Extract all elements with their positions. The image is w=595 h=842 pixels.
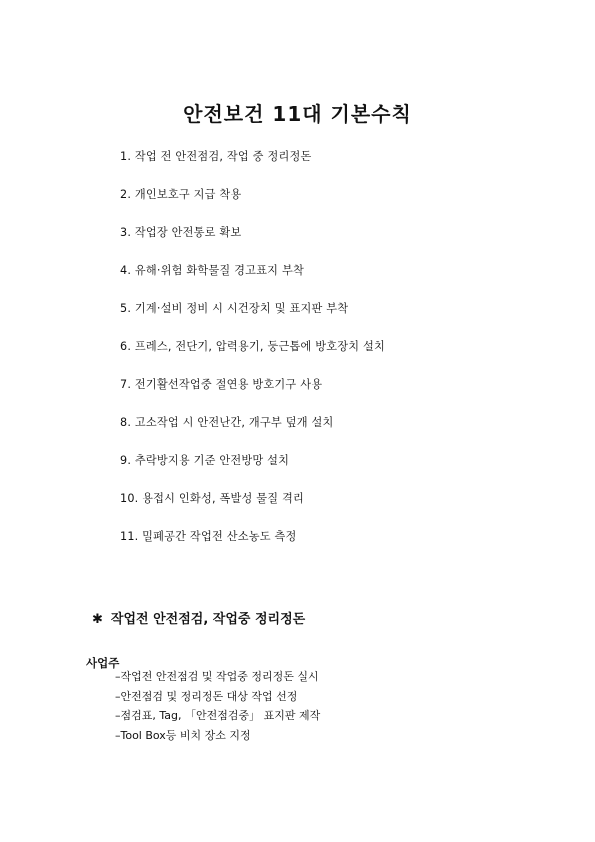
duties-list [115,670,320,748]
rule-item: 1. 작업 전 안전점검, 작업 중 정리정돈 [120,150,312,163]
rule-item: 9. 추락방지용 기준 안전방망 설치 [120,454,290,467]
rule-item: 7. 전기활선작업중 절연용 방호기구 사용 [120,378,323,391]
rule-item: 2. 개인보호구 지급 착용 [120,188,242,201]
duty-item: –Tool Box등 비치 장소 지정 [115,728,251,742]
rule-item: 3. 작업장 안전통로 확보 [120,226,242,239]
rule-item: 11. 밀폐공간 작업전 산소농도 측정 [120,530,297,543]
rules-list [120,150,385,568]
duty-item: –안전점검 및 정리정돈 대상 작업 선정 [115,689,298,703]
rule-item: 6. 프레스, 전단기, 압력용기, 둥근톱에 방호장치 설치 [120,340,386,353]
rule-item: 4. 유해·위험 화학물질 경고표지 부착 [120,264,304,277]
rule-item: 5. 기계·설비 정비 시 시건장치 및 표지판 부착 [120,302,349,315]
rule-item: 10. 용접시 인화성, 폭발성 물질 격리 [120,492,305,505]
section-heading-text: 작업전 안전점검, 작업중 정리정돈 [110,612,306,627]
duty-item: –점검표, Tag, 「안전점검중」 표지판 제작 [115,709,321,722]
duty-item: –작업전 안전점검 및 작업중 정리정돈 실시 [115,670,319,683]
section-subheading: 사업주 [86,656,120,670]
section-heading [92,608,305,627]
rule-item: 8. 고소작업 시 안전난간, 개구부 덮개 설치 [120,416,334,429]
asterisk-icon: ✱ [92,612,103,627]
page-title: 안전보건 11대 기본수칙 [183,102,412,126]
